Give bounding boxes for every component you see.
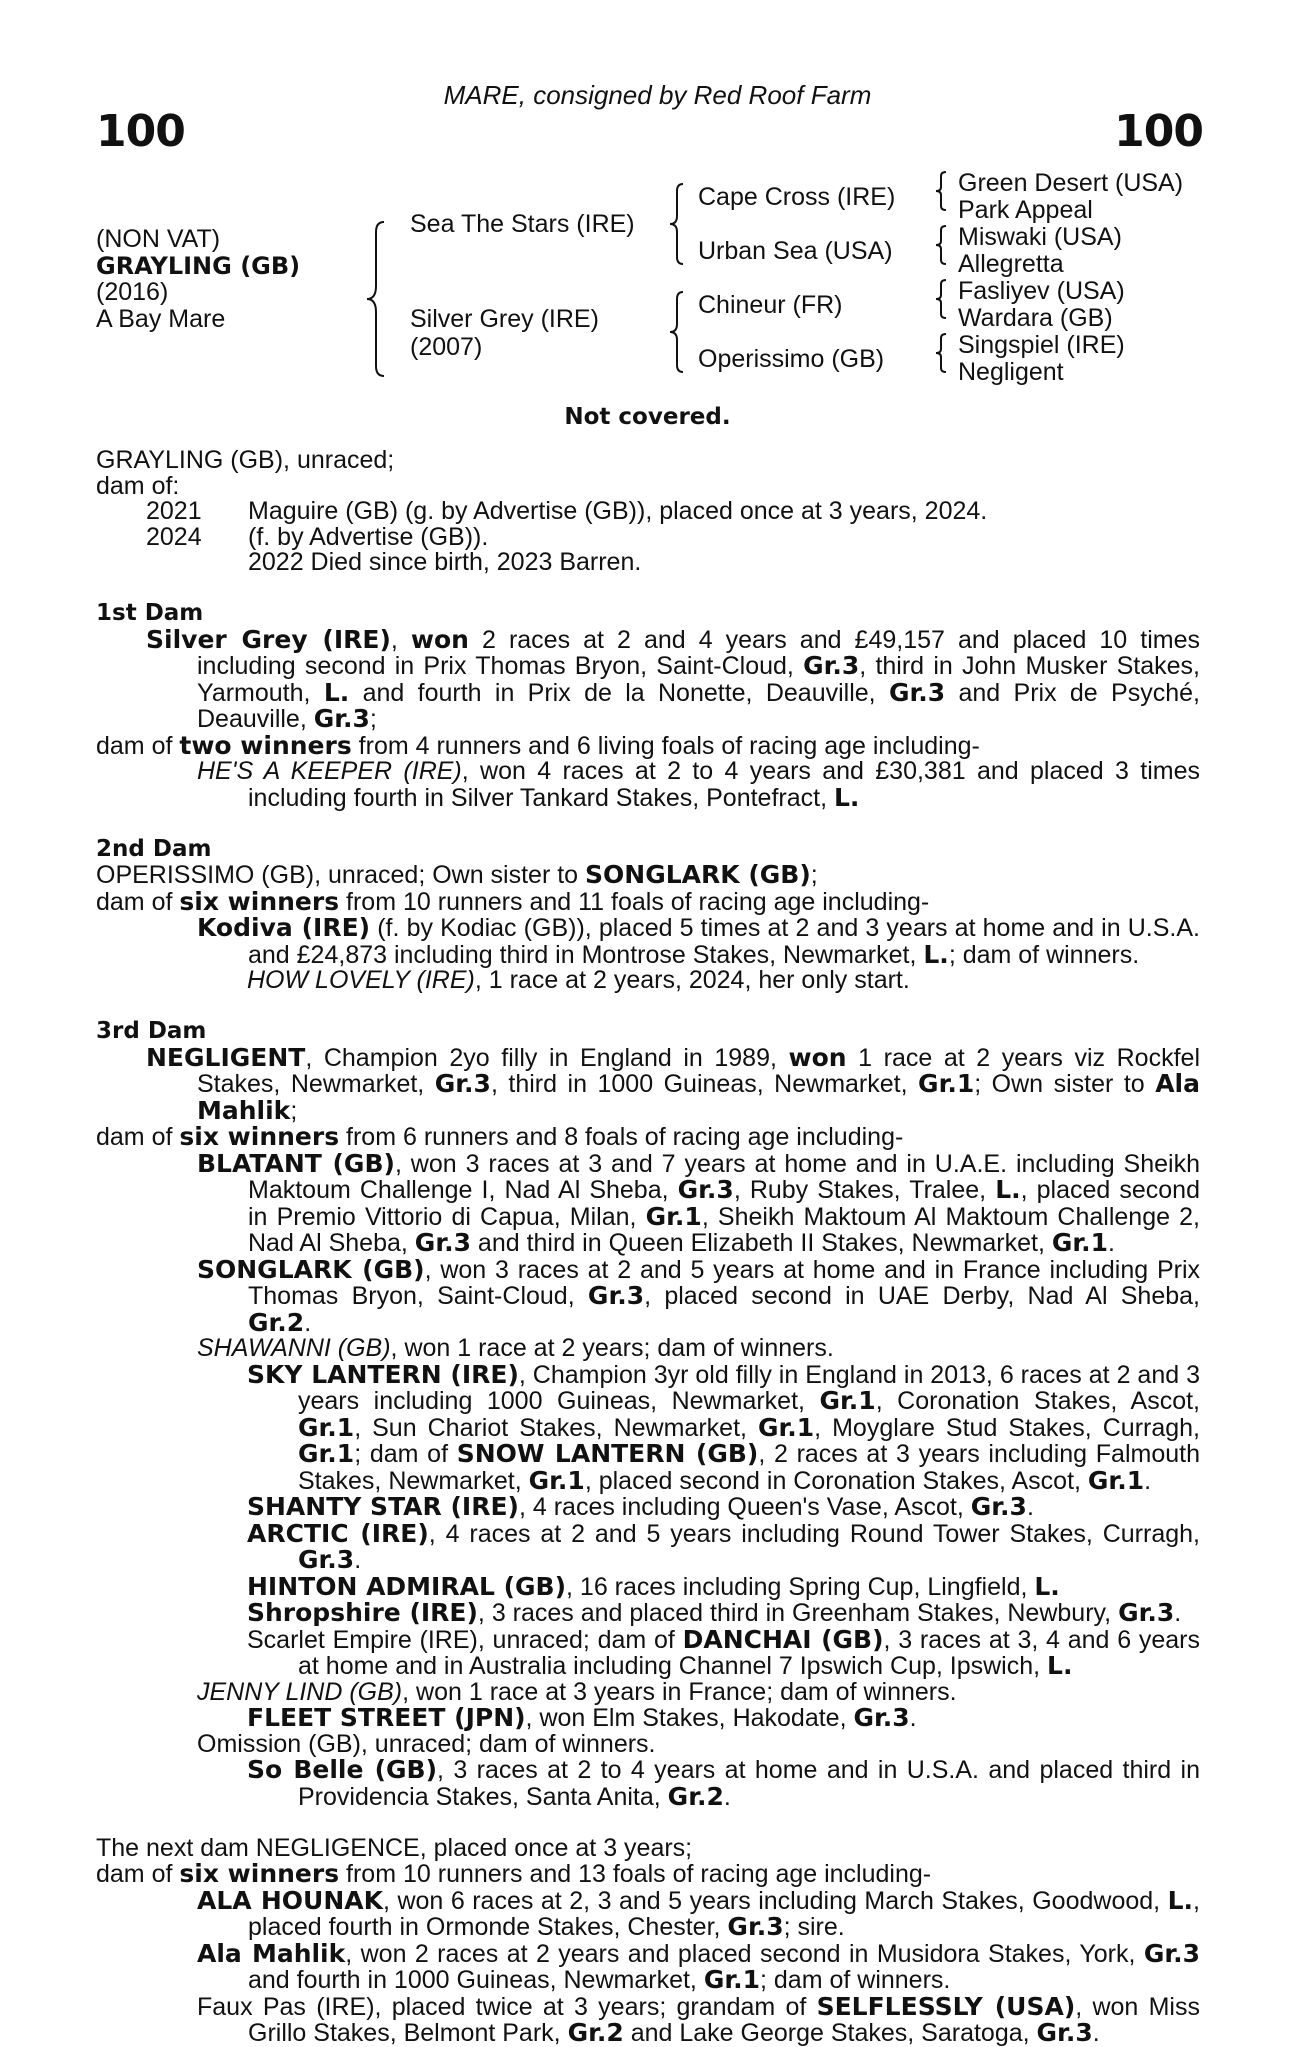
pedigree-g5: Fasliyev (USA) — [958, 277, 1125, 305]
lot-number-left: 100 — [96, 106, 185, 157]
grandproduce: SHANTY STAR (IRE), 4 races including Queen's Vase, Ascot, Gr.3. — [247, 1492, 1034, 1521]
grandproduce: ARCTIC (IRE), 4 races at 2 and 5 years including Round Tower Stakes, Curragh, Gr.3. — [247, 1518, 1200, 1574]
produce-row — [146, 499, 987, 525]
next-dam-entry: The next dam NEGLIGENCE, placed once at 3 years; — [96, 1833, 693, 1862]
produce-row — [146, 550, 987, 576]
pedigree-brace-main — [364, 220, 388, 378]
pedigree-g7: Singspiel (IRE) — [958, 331, 1125, 359]
second-dam-heading: 2nd Dam — [96, 835, 212, 862]
third-dam-produce: BLATANT (GB), won 3 races at 3 and 7 years at home and in U.A.E. including Sheikh Maktoum Challenge I, Nad Al Sheba, Gr.3, Ruby Stakes, Tralee, L., placed second in Premio Vittorio di Capua, Milan, Gr.1, Sheikh Maktoum Al Maktoum Challenge 2, Nad Al Sheba, Gr.3 and third in Queen Elizabeth II Stakes, Newmarket, Gr.1. — [197, 1148, 1200, 1257]
grandproduce: So Belle (GB), 3 races at 2 to 4 years at home and in U.S.A. and placed third in Providencia Stakes, Santa Anita, Gr.2. — [247, 1755, 1200, 1811]
lot-number-right: 100 — [1114, 106, 1203, 157]
first-dam-heading: 1st Dam — [96, 600, 204, 626]
produce-year — [146, 550, 248, 576]
produce-text: Maguire (GB) (g. by Advertise (GB)), placed once at 3 years, 2024. — [248, 497, 988, 525]
second-dam-produce: HOW LOVELY (IRE), 1 race at 2 years, 2024, her only start. — [247, 966, 910, 994]
pedigree-sire: Sea The Stars (IRE) — [410, 210, 635, 238]
produce-text: 2022 Died since birth, 2023 Barren. — [248, 548, 642, 576]
pedigree-g8: Negligent — [958, 358, 1064, 386]
horse-description: A Bay Mare — [96, 305, 226, 333]
pedigree-g3: Miswaki (USA) — [958, 223, 1122, 251]
pedigree-brace-g34 — [934, 224, 948, 266]
pedigree-g2: Park Appeal — [958, 196, 1093, 224]
pedigree-dam-dam: Operissimo (GB) — [698, 345, 885, 373]
first-dam-entry: Silver Grey (IRE), won 2 races at 2 and 4 years and £49,157 and placed 10 times including second in Prix Thomas Bryon, Saint-Cloud, Gr.3, third in John Musker Stakes, Yarmouth, L. and fourth in Prix de la Nonette, Deauville, Gr.3 and Prix de Psyché, Deauville, Gr.3; — [146, 624, 1200, 733]
pedigree-brace-g56 — [934, 278, 948, 320]
grandproduce: Shropshire (IRE), 3 races and placed third in Greenham Stakes, Newbury, Gr.3. — [247, 1598, 1182, 1627]
next-dam-produce: ALA HOUNAK, won 6 races at 2, 3 and 5 years including March Stakes, Goodwood, L., placed fourth in Ormonde Stakes, Chester, Gr.3; sire. — [197, 1885, 1200, 1941]
third-dam-produce: SHAWANNI (GB), won 1 race at 2 years; dam of winners. — [197, 1334, 834, 1362]
next-dam-produce: Faux Pas (IRE), placed twice at 3 years; grandam of SELFLESSLY (USA), won Miss Grillo Stakes, Belmont Park, Gr.2 and Lake George Stakes, Saratoga, Gr.3. — [197, 1991, 1200, 2047]
pedigree-sire-sire: Cape Cross (IRE) — [698, 183, 896, 211]
pedigree-g1: Green Desert (USA) — [958, 169, 1184, 197]
pedigree-g4: Allegretta — [958, 250, 1064, 278]
horse-name: GRAYLING (GB) — [96, 252, 301, 280]
grandproduce: HINTON ADMIRAL (GB), 16 races including Spring Cup, Lingfield, L. — [247, 1571, 1060, 1601]
pedigree-brace-dam — [668, 290, 686, 374]
produce-intro: GRAYLING (GB), unraced; — [96, 446, 395, 474]
pedigree-dam: Silver Grey (IRE) — [410, 305, 599, 333]
consignment-line: MARE, consigned by Red Roof Farm — [443, 80, 872, 110]
second-dam-produce: Kodiva (IRE) (f. by Kodiac (GB)), placed 5 times at 2 and 3 years at home and in U.S.A. and £24,873 including third in Montrose Stakes, Newmarket, L.; dam of winners. — [197, 913, 1200, 969]
third-dam-heading: 3rd Dam — [96, 1018, 207, 1044]
third-dam-entry: NEGLIGENT, Champion 2yo filly in England in 1989, won 1 race at 2 years viz Rockfel Stakes, Newmarket, Gr.3, third in 1000 Guineas, Newmarket, Gr.1; Own sister to Ala Mahlik; — [146, 1042, 1200, 1125]
third-dam-produce: JENNY LIND (GB), won 1 race at 3 years in France; dam of winners. — [197, 1677, 957, 1706]
grandproduce: FLEET STREET (JPN), won Elm Stakes, Hakodate, Gr.3. — [247, 1703, 917, 1732]
grandproduce: SKY LANTERN (IRE), Champion 3yr old filly in England in 2013, 6 races at 2 and 3 years including 1000 Guineas, Newmarket, Gr.1, Coronation Stakes, Ascot, Gr.1, Sun Chariot Stakes, Newmarket, Gr.1, Moyglare Stud Stakes, Curragh, Gr.1; dam of SNOW LANTERN (GB), 2 races at 3 years including Falmouth Stakes, Newmarket, Gr.1, placed second in Coronation Stakes, Ascot, Gr.1. — [247, 1359, 1201, 1495]
second-dam-summary: dam of six winners from 10 runners and 11 foals of racing age including- — [96, 886, 930, 916]
second-dam-entry: OPERISSIMO (GB), unraced; Own sister to SONGLARK (GB); — [96, 860, 818, 889]
pedigree-sire-dam: Urban Sea (USA) — [698, 237, 893, 265]
grandproduce: Scarlet Empire (IRE), unraced; dam of DANCHAI (GB), 3 races at 3, 4 and 6 years at home and in Australia including Channel 7 Ipswich Cup, Ipswich, L. — [247, 1624, 1201, 1680]
horse-year: (2016) — [96, 278, 169, 306]
produce-dam-of: dam of: — [96, 471, 180, 500]
produce-text: (f. by Advertise (GB)). — [248, 522, 489, 551]
pedigree-brace-g78 — [934, 332, 948, 374]
next-dam-produce: Ala Mahlik, won 2 races at 2 years and placed second in Musidora Stakes, York, Gr.3 and fourth in 1000 Guineas, Newmarket, Gr.1; dam of winners. — [197, 1938, 1200, 1994]
produce-row — [146, 525, 987, 551]
pedigree-dam-sire: Chineur (FR) — [698, 291, 843, 319]
produce-table — [146, 499, 987, 576]
first-dam-produce: HE'S A KEEPER (IRE), won 4 races at 2 to 4 years and £30,381 and placed 3 times including fourth in Silver Tankard Stakes, Pontefract, L. — [197, 757, 1200, 812]
third-dam-produce: Omission (GB), unraced; dam of winners. — [197, 1729, 656, 1758]
catalogue-body — [96, 448, 1200, 2047]
third-dam-summary: dam of six winners from 6 runners and 8 foals of racing age including- — [96, 1122, 904, 1151]
covering-status: Not covered. — [564, 404, 731, 430]
vat-status: (NON VAT) — [96, 225, 221, 253]
pedigree-g6: Wardara (GB) — [958, 304, 1113, 332]
pedigree-dam-year: (2007) — [410, 333, 483, 361]
produce-year: 2024 — [146, 522, 202, 551]
pedigree-brace-g12 — [934, 170, 948, 212]
pedigree-brace-sire — [668, 182, 686, 266]
third-dam-produce: SONGLARK (GB), won 3 races at 2 and 5 years at home and in France including Prix Thomas Bryon, Saint-Cloud, Gr.3, placed second in UAE Derby, Nad Al Sheba, Gr.2. — [197, 1254, 1200, 1337]
first-dam-summary: dam of two winners from 4 runners and 6 living foals of racing age including- — [96, 730, 980, 760]
next-dam-summary: dam of six winners from 10 runners and 13 foals of racing age including- — [96, 1859, 932, 1888]
produce-year: 2021 — [146, 497, 202, 525]
